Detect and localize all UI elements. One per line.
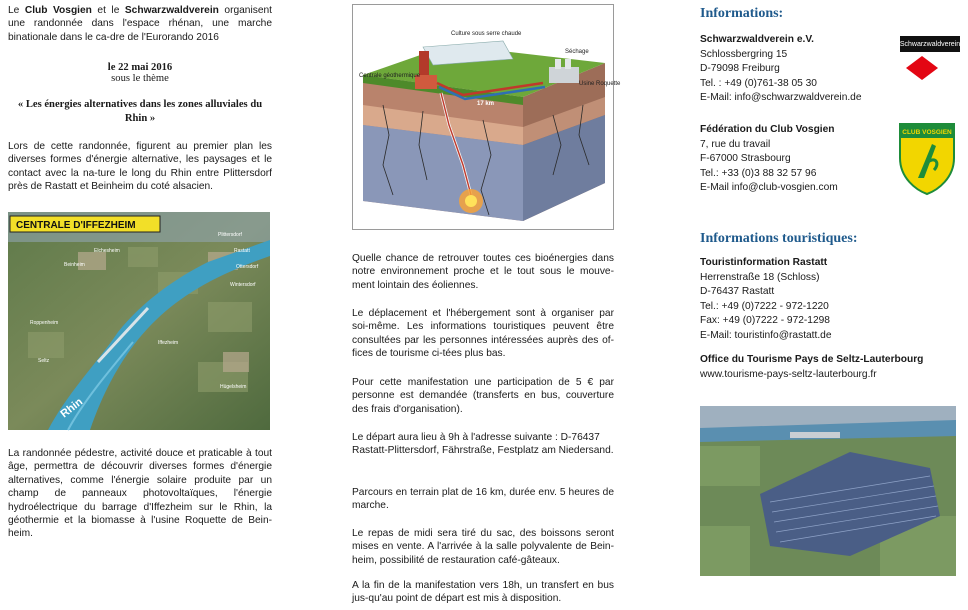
map-place-label: Wintersdorf bbox=[230, 282, 256, 288]
map-title: CENTRALE D'IFFEZHEIM bbox=[16, 220, 136, 231]
club-vosgien-name: Club Vosgien bbox=[24, 5, 92, 16]
intro-text bbox=[8, 4, 272, 44]
event-theme: « Les énergies alternatives dans les zones alluviales du Rhin » bbox=[17, 99, 263, 124]
aerial-map-image bbox=[8, 212, 270, 430]
cv-phone: Tel.: +33 (0)3 88 32 57 96 bbox=[700, 167, 817, 179]
office-tourisme-url[interactable]: www.tourisme-pays-seltz-lauterbourg.fr bbox=[700, 368, 877, 380]
tourist-info-address: Herrenstraße 18 (Schloss) bbox=[700, 271, 820, 283]
tourist-info-email[interactable]: E-Mail: touristinfo@rastatt.de bbox=[700, 329, 832, 341]
schwarzwaldverein-logo: Schwarzwaldverein bbox=[900, 36, 960, 52]
tourist-info-fax: Fax: +49 (0)7222 - 972-1298 bbox=[700, 315, 830, 327]
intro-part: organisent une randonnée dans l'espace rhénan, une marche binationale dans le ca-dre de l'Eurorando 2016 bbox=[8, 5, 272, 43]
intro-part: et le bbox=[91, 5, 125, 16]
cv-contact-block bbox=[700, 123, 900, 196]
geothermal-diagram bbox=[352, 4, 621, 230]
swv-contact-block bbox=[700, 33, 900, 106]
map-place-label: Roppenheim bbox=[30, 320, 59, 326]
diagram-label-distance: 17 km bbox=[477, 101, 495, 107]
swv-email[interactable]: E-Mail: info@schwarzwaldverein.de bbox=[700, 92, 862, 104]
office-tourisme-block bbox=[700, 353, 962, 382]
map-place-label: Plittersdorf bbox=[218, 232, 242, 238]
intro-part: Le bbox=[8, 5, 25, 16]
cv-address: 7, rue du travail bbox=[700, 138, 771, 150]
tourist-info-block bbox=[700, 256, 960, 344]
cv-email[interactable]: E-Mail info@club-vosgien.com bbox=[700, 182, 838, 194]
paragraph-departure: Le départ aura lieu à 9h à l'adresse suivante : D-76437 Rastatt-Plittersdorf, Fährstraße, Festplatz am Niedersand. bbox=[352, 432, 614, 457]
tourism-heading: Informations touristiques: bbox=[700, 231, 858, 246]
schwarzwaldverein-name: Schwarzwaldverein bbox=[124, 5, 219, 16]
map-place-label: Ottersdorf bbox=[236, 264, 259, 270]
swv-city: D-79098 Freiburg bbox=[700, 63, 780, 75]
club-vosgien-logo-text: CLUB VOSGIEN bbox=[902, 129, 952, 136]
map-place-label: Beinheim bbox=[64, 262, 85, 268]
office-tourisme-name: Office du Tourisme Pays de Seltz-Lauterbourg bbox=[700, 354, 924, 365]
diagram-label-greenhouse: Culture sous serre chaude bbox=[451, 31, 522, 37]
paragraph-lunch: Le repas de midi sera tiré du sac, des boissons seront mises en vente. A l'arrivée à la salle polyvalente de Bein-heim, possibilité de restauration café-gâteaux. bbox=[352, 528, 614, 566]
map-river-label: Rhin bbox=[58, 395, 86, 421]
iffezheim-aerial-map bbox=[8, 212, 270, 430]
paragraph-route: Parcours en terrain plat de 16 km, durée env. 5 heures de marche. bbox=[352, 487, 614, 512]
paragraph-overview: Lors de cette randonnée, figurent au premier plan les diverses formes d'énergie alternative, les paysages et le contact avec la na-ture le long du Rhin entre Plittersdorf près de Rastatt et Beinheim du coté alsacien. bbox=[8, 141, 272, 193]
solar-park-photo bbox=[700, 406, 956, 576]
swv-address: Schlossbergring 15 bbox=[700, 48, 788, 60]
tourist-info-name: Touristinformation Rastatt bbox=[700, 257, 828, 268]
info-heading: Informations: bbox=[700, 6, 784, 21]
paragraph-fee: Pour cette manifestation une participation de 5 € par personne est demandée (transferts en bus, couverture des frais d'organisation). bbox=[352, 377, 614, 415]
map-place-label: Rastatt bbox=[234, 248, 250, 254]
swv-phone: Tel. : +49 (0)761-38 05 30 bbox=[700, 77, 817, 89]
diagram-label-drying: Séchage bbox=[565, 49, 589, 55]
paragraph-travel: Le déplacement et l'hébergement sont à organiser par soi-même. Les informations touristiques peuvent être consultées par les personnes intéressées auprès des of-fices de tourisme ci-tées plus bas. bbox=[352, 308, 614, 360]
solar-park-image bbox=[700, 406, 956, 576]
event-date-block bbox=[8, 62, 272, 84]
map-place-label: Seltz bbox=[38, 358, 50, 364]
theme-intro: sous le thème bbox=[111, 73, 169, 84]
paragraph-bioenergies: Quelle chance de retrouver toutes ces bioénergies dans notre environnement proche et le tout sous le mouve-ment lointain des éoliennes. bbox=[352, 253, 614, 291]
diagram-label-factory: Usine Roquette bbox=[579, 81, 621, 87]
paragraph-activities: La randonnée pédestre, activité douce et praticable à tout âge, permettra de découvrir diverses formes d'énergie alternatives, comme l'énergie solaire produite par un champ de panneaux photovoltaïques, l'énergie hydroélectrique du barrage d'Iffezheim sur le Rhin, la géothermie et la biomasse à l'usine Roquette de Bein-heim. bbox=[8, 448, 272, 540]
cv-name: Fédération du Club Vosgien bbox=[700, 124, 835, 135]
event-date: le 22 mai 2016 bbox=[107, 62, 173, 73]
map-place-label: Iffezheim bbox=[158, 340, 179, 346]
swv-name: Schwarzwaldverein e.V. bbox=[700, 34, 815, 45]
geothermal-diagram-image bbox=[353, 5, 621, 229]
paragraph-return: A la fin de la manifestation vers 18h, un transfert en bus jus-qu'au point de départ est mis à disposition. bbox=[352, 580, 614, 605]
map-place-label: Hügelsheim bbox=[220, 384, 247, 390]
cv-city: F-67000 Strasbourg bbox=[700, 153, 791, 165]
tourist-info-city: D-76437 Rastatt bbox=[700, 286, 775, 298]
club-vosgien-shield-logo bbox=[898, 122, 956, 196]
schwarzwaldverein-diamond-icon bbox=[905, 55, 939, 81]
tourist-info-phone: Tel.: +49 (0)7222 - 972-1220 bbox=[700, 300, 829, 312]
diagram-label-plant: Centrale géothermique bbox=[359, 73, 421, 79]
map-place-label: Elchesheim bbox=[94, 248, 120, 254]
